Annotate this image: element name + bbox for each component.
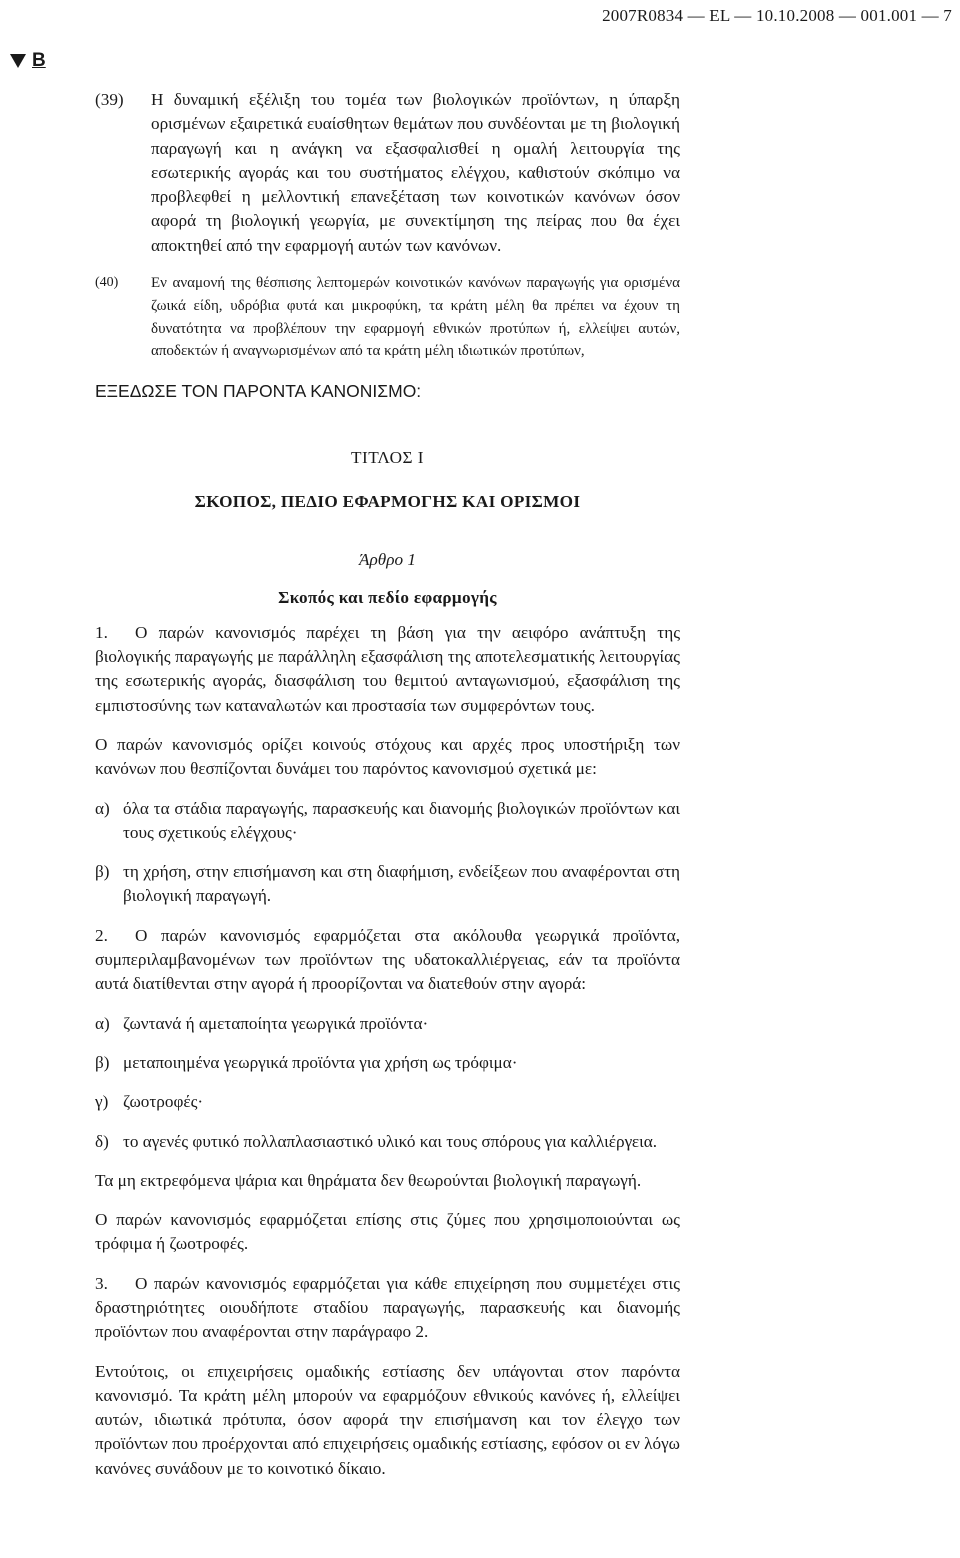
paragraph-text: Ο παρών κανονισμός εφαρμόζεται για κάθε επιχείρηση που συμμετέχει στις δραστηριότητες οιουδήποτε σταδίου παραγωγής, παρασκευής και διανομής προϊόντων που αναφέρονται στην παράγραφο 2. [95,1273,680,1342]
list-item-label: α) [95,798,110,818]
list-item [95,1012,680,1036]
recital-text: Η δυναμική εξέλιξη του τομέα των βιολογικών προϊόντων, η ύπαρξη ορισμένων εξαιρετικά ευαίσθητων θεμάτων που συνδέονται με τη βιολογική παραγωγή και η ανάγκη να εξασφαλισθεί η ομαλή λειτουργία της εσωτερικής αγοράς και του συστήματος ελέγχου, καθιστούν σκόπιμο να προβλεφθεί η μελλοντική επανεξέταση των κοινοτικών κανόνων όσον αφορά τη βιολογική γεωργία, με συνεκτίμηση της πείρας που θα έχει αποκτηθεί από την εφαρμογή αυτών των κανόνων. [151,90,680,255]
paragraph-1-continued: Ο παρών κανονισμός ορίζει κοινούς στόχους και αρχές προς υποστήριξη των κανόνων που θεσπίζονται δυνάμει του παρόντος κανονισμού σχετικά με: [95,734,680,779]
list-item-label: α) [95,1013,110,1033]
title-heading: ΣΚΟΠΟΣ, ΠΕΔΙΟ ΕΦΑΡΜΟΓΗΣ ΚΑΙ ΟΡΙΣΜΟΙ [194,491,581,511]
list-item [95,860,680,909]
list-item-text: ζωοτροφές· [123,1092,204,1112]
list-item-label: γ) [95,1092,109,1112]
paragraph-number: 2. [95,925,108,945]
paragraph-number: 3. [95,1273,108,1293]
paragraph-2-continued: Τα μη εκτρεφόμενα ψάρια και θηράματα δεν θεωρούνται βιολογική παραγωγή. [95,1170,642,1190]
paragraph-2-continued: Ο παρών κανονισμός εφαρμόζεται επίσης στις ζύμες που χρησιμοποιούνται ως τρόφιμα ή ζωοτροφές. [95,1210,680,1254]
paragraph-3-continued: Εντούτοις, οι επιχειρήσεις ομαδικής εστίασης δεν υπάγονται στον παρόντα κανονισμό. Τα κράτη μέλη μπορούν να εφαρμόζουν εθνικούς κανόνες ή, ελλείψει αυτών, ιδιωτικά πρότυπα, όσον αφορά την επισήμανση και τον έλεγχο των προϊόντων που προέρχονται από επιχειρήσεις ομαδικής εστίασης, εφόσον οι εν λόγω κανόνες συνάδουν με το κοινοτικό δίκαιο. [95,1361,680,1478]
recital-number: (40) [95,275,119,291]
document-body [95,88,680,1496]
paragraph-2 [95,924,680,997]
list-item [95,1130,680,1154]
list-item [95,797,680,846]
list-item-label: δ) [95,1131,109,1151]
article-number: Άρθρο 1 [359,550,416,570]
list-item-text: το αγενές φυτικό πολλαπλασιαστικό υλικό και τους σπόρους για καλλιέργεια. [123,1131,658,1151]
paragraph-number: 1. [95,622,108,642]
list-item [95,1051,680,1075]
paragraph-1 [95,621,680,718]
list-item-text: τη χρήση, στην επισήμανση και στη διαφήμιση, ενδείξεων που αναφέρονται στη βιολογική παραγωγή. [123,862,680,906]
list-item-label: β) [95,1052,110,1072]
paragraph-3 [95,1272,680,1345]
article-title: Σκοπός και πεδίο εφαρμογής [278,588,497,608]
recital-40 [95,272,680,363]
paragraph-text: Ο παρών κανονισμός εφαρμόζεται στα ακόλουθα γεωργικά προϊόντα, συμπεριλαμβανομένων των προϊόντων της υδατοκαλλιέργειας, εάν τα προϊόντα αυτά διατίθενται στην αγορά ή προορίζονται να διατεθούν στην αγορά: [95,925,680,994]
triangle-down-icon [10,54,26,68]
document-header: 2007R0834 — EL — 10.10.2008 — 001.001 — 7 [602,6,952,25]
list-item [95,1090,680,1114]
recital-text: Εν αναμονή της θέσπισης λεπτομερών κοινοτικών κανόνων παραγωγής για ορισμένα ζωικά είδη, υδρόβια φυτά και μικροφύκη, τα κράτη μέλη θα πρέπει να έχουν τη δυνατότητα να προβλέπουν την εφαρμογή εθνικών προτύπων ή, ελλείψει αυτών, αποδεκτών ή αναγνωρισμένων από τα κράτη μέλη ιδιωτικών προτύπων, [151,275,680,360]
paragraph-text: Ο παρών κανονισμός παρέχει τη βάση για την αειφόρο ανάπτυξη της βιολογικής παραγωγής με παράλληλη εξασφάλιση της αποτελεσματικής λειτουργίας της εσωτερικής αγοράς, διασφάλιση του θεμιτού ανταγωνισμού, εξασφάλιση της εμπιστοσύνης των καταναλωτών και προστασία των συμφερόντων τους. [95,622,680,715]
list-item-label: β) [95,862,110,882]
recital-number: (39) [95,90,124,109]
marker-letter: B [32,50,46,71]
recital-39 [95,88,680,258]
list-item-text: όλα τα στάδια παραγωγής, παρασκευής και διανομής βιολογικών προϊόντων και τους σχετικούς ελέγχους· [123,798,680,842]
list-item-text: μεταποιημένα γεωργικά προϊόντα για χρήση ως τρόφιμα· [123,1052,518,1072]
title-number: ΤΙΤΛΟΣ I [350,447,425,467]
enacting-formula: ΕΞΕΔΩΣΕ ΤΟΝ ΠΑΡΟΝΤΑ ΚΑΝΟΝΙΣΜΟ: [95,381,422,402]
list-item-text: ζωντανά ή αμεταποίητα γεωργικά προϊόντα· [123,1013,429,1033]
amendment-marker [10,50,46,72]
